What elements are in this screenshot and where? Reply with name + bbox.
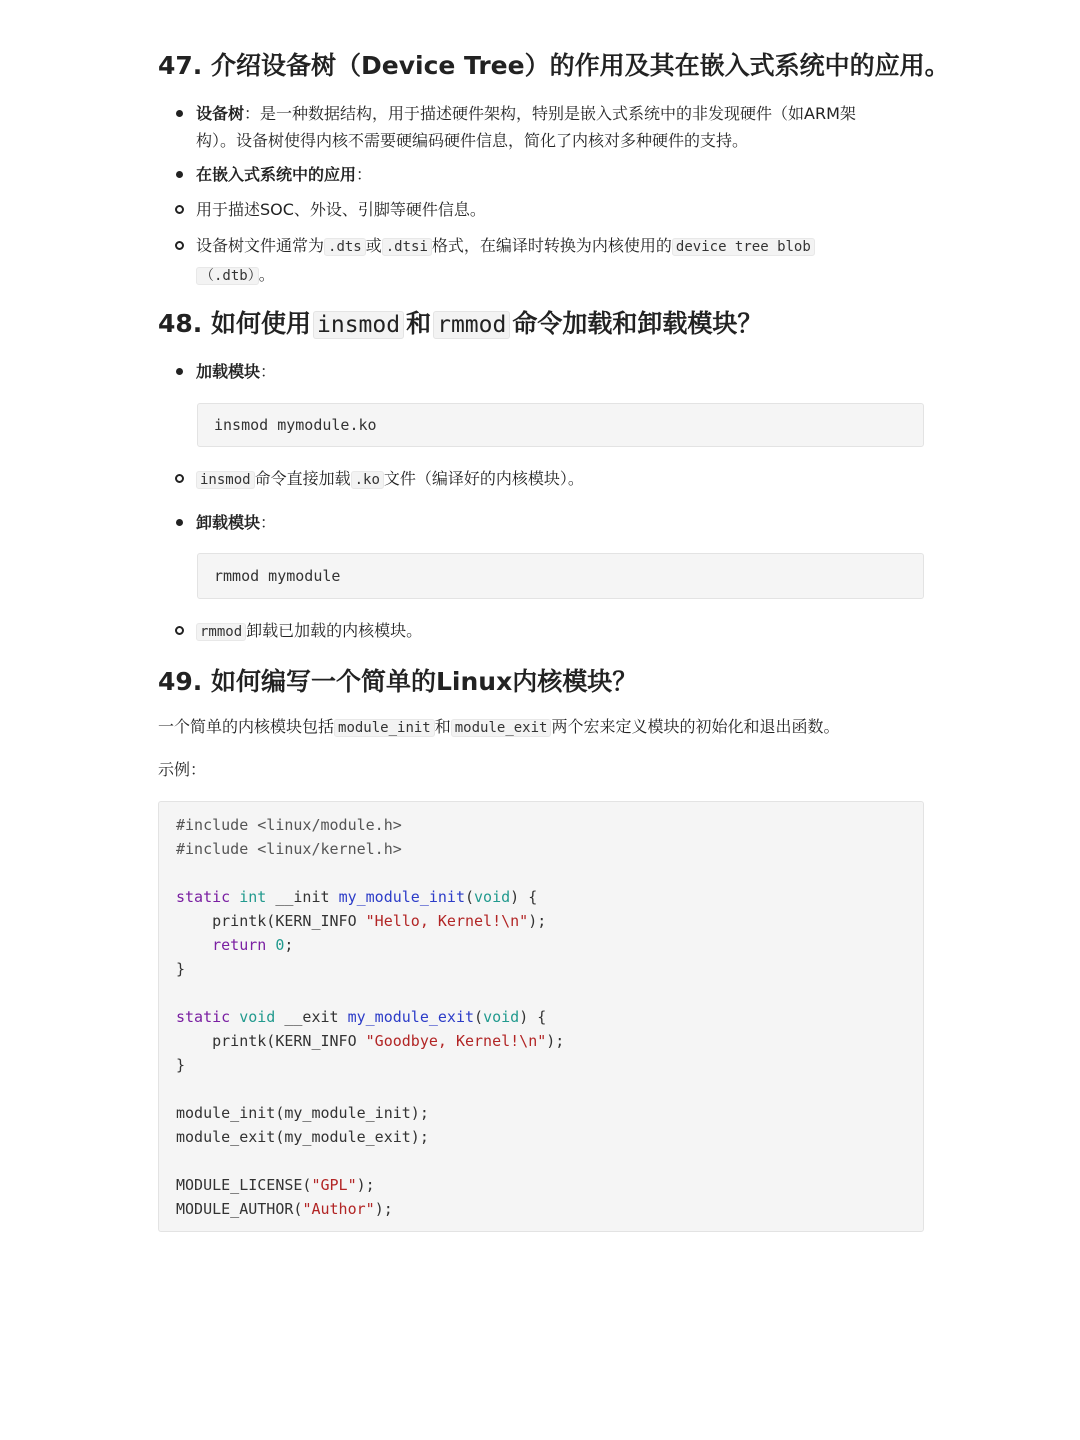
q47-bullet-application (158, 161, 924, 188)
code-paren: ) (519, 1008, 529, 1026)
q48-bullet-load (158, 358, 924, 385)
inline-code-insmod: insmod (196, 471, 255, 489)
q49-intro-pre: 一个简单的内核模块包括 (158, 717, 335, 736)
code-module-exit-call: module_exit(my_module_exit); (176, 1128, 429, 1146)
code-type-void: void (239, 1008, 276, 1026)
code-printk: printk(KERN_INFO (212, 912, 366, 930)
q47-list (158, 100, 924, 290)
code-paren: ( (465, 888, 475, 906)
code-fn-init: my_module_init (338, 888, 465, 906)
code-block-rmmod: rmmod mymodule (197, 553, 924, 599)
code-string-author: "Author" (302, 1200, 375, 1218)
code-kw-static: static (176, 888, 231, 906)
q49-intro-post: 两个宏来定义模块的初始化和退出函数。 (551, 717, 840, 736)
code-number-zero: 0 (275, 936, 285, 954)
code-paren: ); (356, 1176, 375, 1194)
inline-code-dtsi: .dtsi (382, 238, 432, 256)
q47-b2-label: 在嵌入式系统中的应用 (196, 165, 357, 184)
inline-code-dts: .dts (324, 238, 366, 256)
code-type-void: void (483, 1008, 520, 1026)
code-paren: ); (374, 1200, 393, 1218)
code-string-gpl: "GPL" (311, 1176, 357, 1194)
q48-unload-label: 卸载模块 (196, 513, 261, 532)
q48-unload-colon: ： (260, 513, 277, 532)
inline-code-module-init: module_init (334, 719, 435, 737)
q48-title-code-insmod: insmod (313, 311, 404, 339)
q48-list (158, 358, 924, 385)
q47-sub-item-1 (158, 196, 924, 223)
q48-load-sub-mid: 命令直接加载 (254, 469, 351, 488)
q48-load-sub-item (158, 465, 924, 494)
code-paren: ); (546, 1032, 565, 1050)
document-page (158, 46, 950, 1232)
code-paren: ) (510, 888, 520, 906)
q48-title-mid: 和 (406, 309, 432, 338)
q48-unload-sub-post: 卸载已加载的内核模块。 (246, 621, 423, 640)
code-paren: ( (474, 1008, 484, 1026)
q48-load-label: 加载模块 (196, 362, 261, 381)
inline-code-ko: .ko (351, 471, 384, 489)
q47-b1-label: 设备树 (196, 104, 245, 123)
q47-sub1-text: 用于描述SOC、外设、引脚等硬件信息。 (196, 200, 486, 219)
code-semi: ; (284, 936, 294, 954)
q48-title-post: 命令加载和卸载模块？ (512, 309, 763, 338)
code-include-module: #include <linux/module.h> (176, 816, 402, 834)
code-block-insmod: insmod mymodule.ko (197, 403, 924, 447)
code-brace: } (176, 960, 186, 978)
q49-intro-mid: 和 (434, 717, 451, 736)
q47-b1-text: ：是一种数据结构，用于描述硬件架构，特别是嵌入式系统中的非发现硬件（如ARM架构）。设备树使得内核不需要硬编码硬件信息，简化了内核对多种硬件的支持。 (196, 104, 856, 150)
q47-heading: 47. 介绍设备树（Device Tree）的作用及其在嵌入式系统中的应用。 (158, 51, 950, 80)
code-include-kernel: #include <linux/kernel.h> (176, 840, 402, 858)
q47-bullet-device-tree (158, 100, 924, 154)
code-brace: { (519, 888, 538, 906)
q48-title-code-rmmod: rmmod (433, 311, 510, 339)
q47-b2-colon: ： (356, 165, 373, 184)
q47-sub2-mid1: 或 (365, 236, 382, 255)
code-attr-init: __init (275, 888, 330, 906)
code-paren: ); (528, 912, 547, 930)
q49-example-label: 示例： (158, 760, 207, 779)
code-brace: } (176, 1056, 186, 1074)
code-module-author: MODULE_AUTHOR( (176, 1200, 303, 1218)
code-string-hello: "Hello, Kernel!\n" (365, 912, 529, 930)
q49-intro (158, 713, 924, 742)
q48-heading (158, 304, 924, 345)
q47-sub2-pre: 设备树文件通常为 (196, 236, 325, 255)
code-printk: printk(KERN_INFO (212, 1032, 366, 1050)
inline-code-module-exit: module_exit (451, 719, 552, 737)
q47-sublist (158, 196, 924, 290)
inline-code-rmmod: rmmod (196, 623, 246, 641)
q47-sub-item-2 (158, 232, 924, 290)
q47-sub2-mid2: 格式，在编译时转换为内核使用的 (431, 236, 672, 255)
code-module-init-call: module_init(my_module_init); (176, 1104, 429, 1122)
code-fn-exit: my_module_exit (347, 1008, 475, 1026)
q48-load-sub-post: 文件（编译好的内核模块）。 (383, 469, 584, 488)
q49-heading: 49. 如何编写一个简单的Linux内核模块？ (158, 667, 638, 696)
code-type-void: void (474, 888, 511, 906)
q48-title-pre: 48. 如何使用 (158, 309, 311, 338)
code-block-kernel-module (158, 801, 924, 1232)
code-module-license: MODULE_LICENSE( (176, 1176, 312, 1194)
q48-load-colon: ： (260, 362, 277, 381)
code-brace: { (528, 1008, 547, 1026)
code-kw-static: static (176, 1008, 231, 1026)
code-attr-exit: __exit (284, 1008, 339, 1026)
inline-code-dtb: （.dtb） (196, 267, 259, 285)
q48-unload-sub-item (158, 617, 924, 646)
code-string-goodbye: "Goodbye, Kernel!\n" (365, 1032, 547, 1050)
inline-code-device-tree-blob: device tree blob (672, 238, 815, 256)
q48-bullet-unload (158, 509, 924, 536)
q47-sub2-end: 。 (258, 265, 275, 284)
code-kw-return: return (212, 936, 267, 954)
code-type-int: int (239, 888, 267, 906)
